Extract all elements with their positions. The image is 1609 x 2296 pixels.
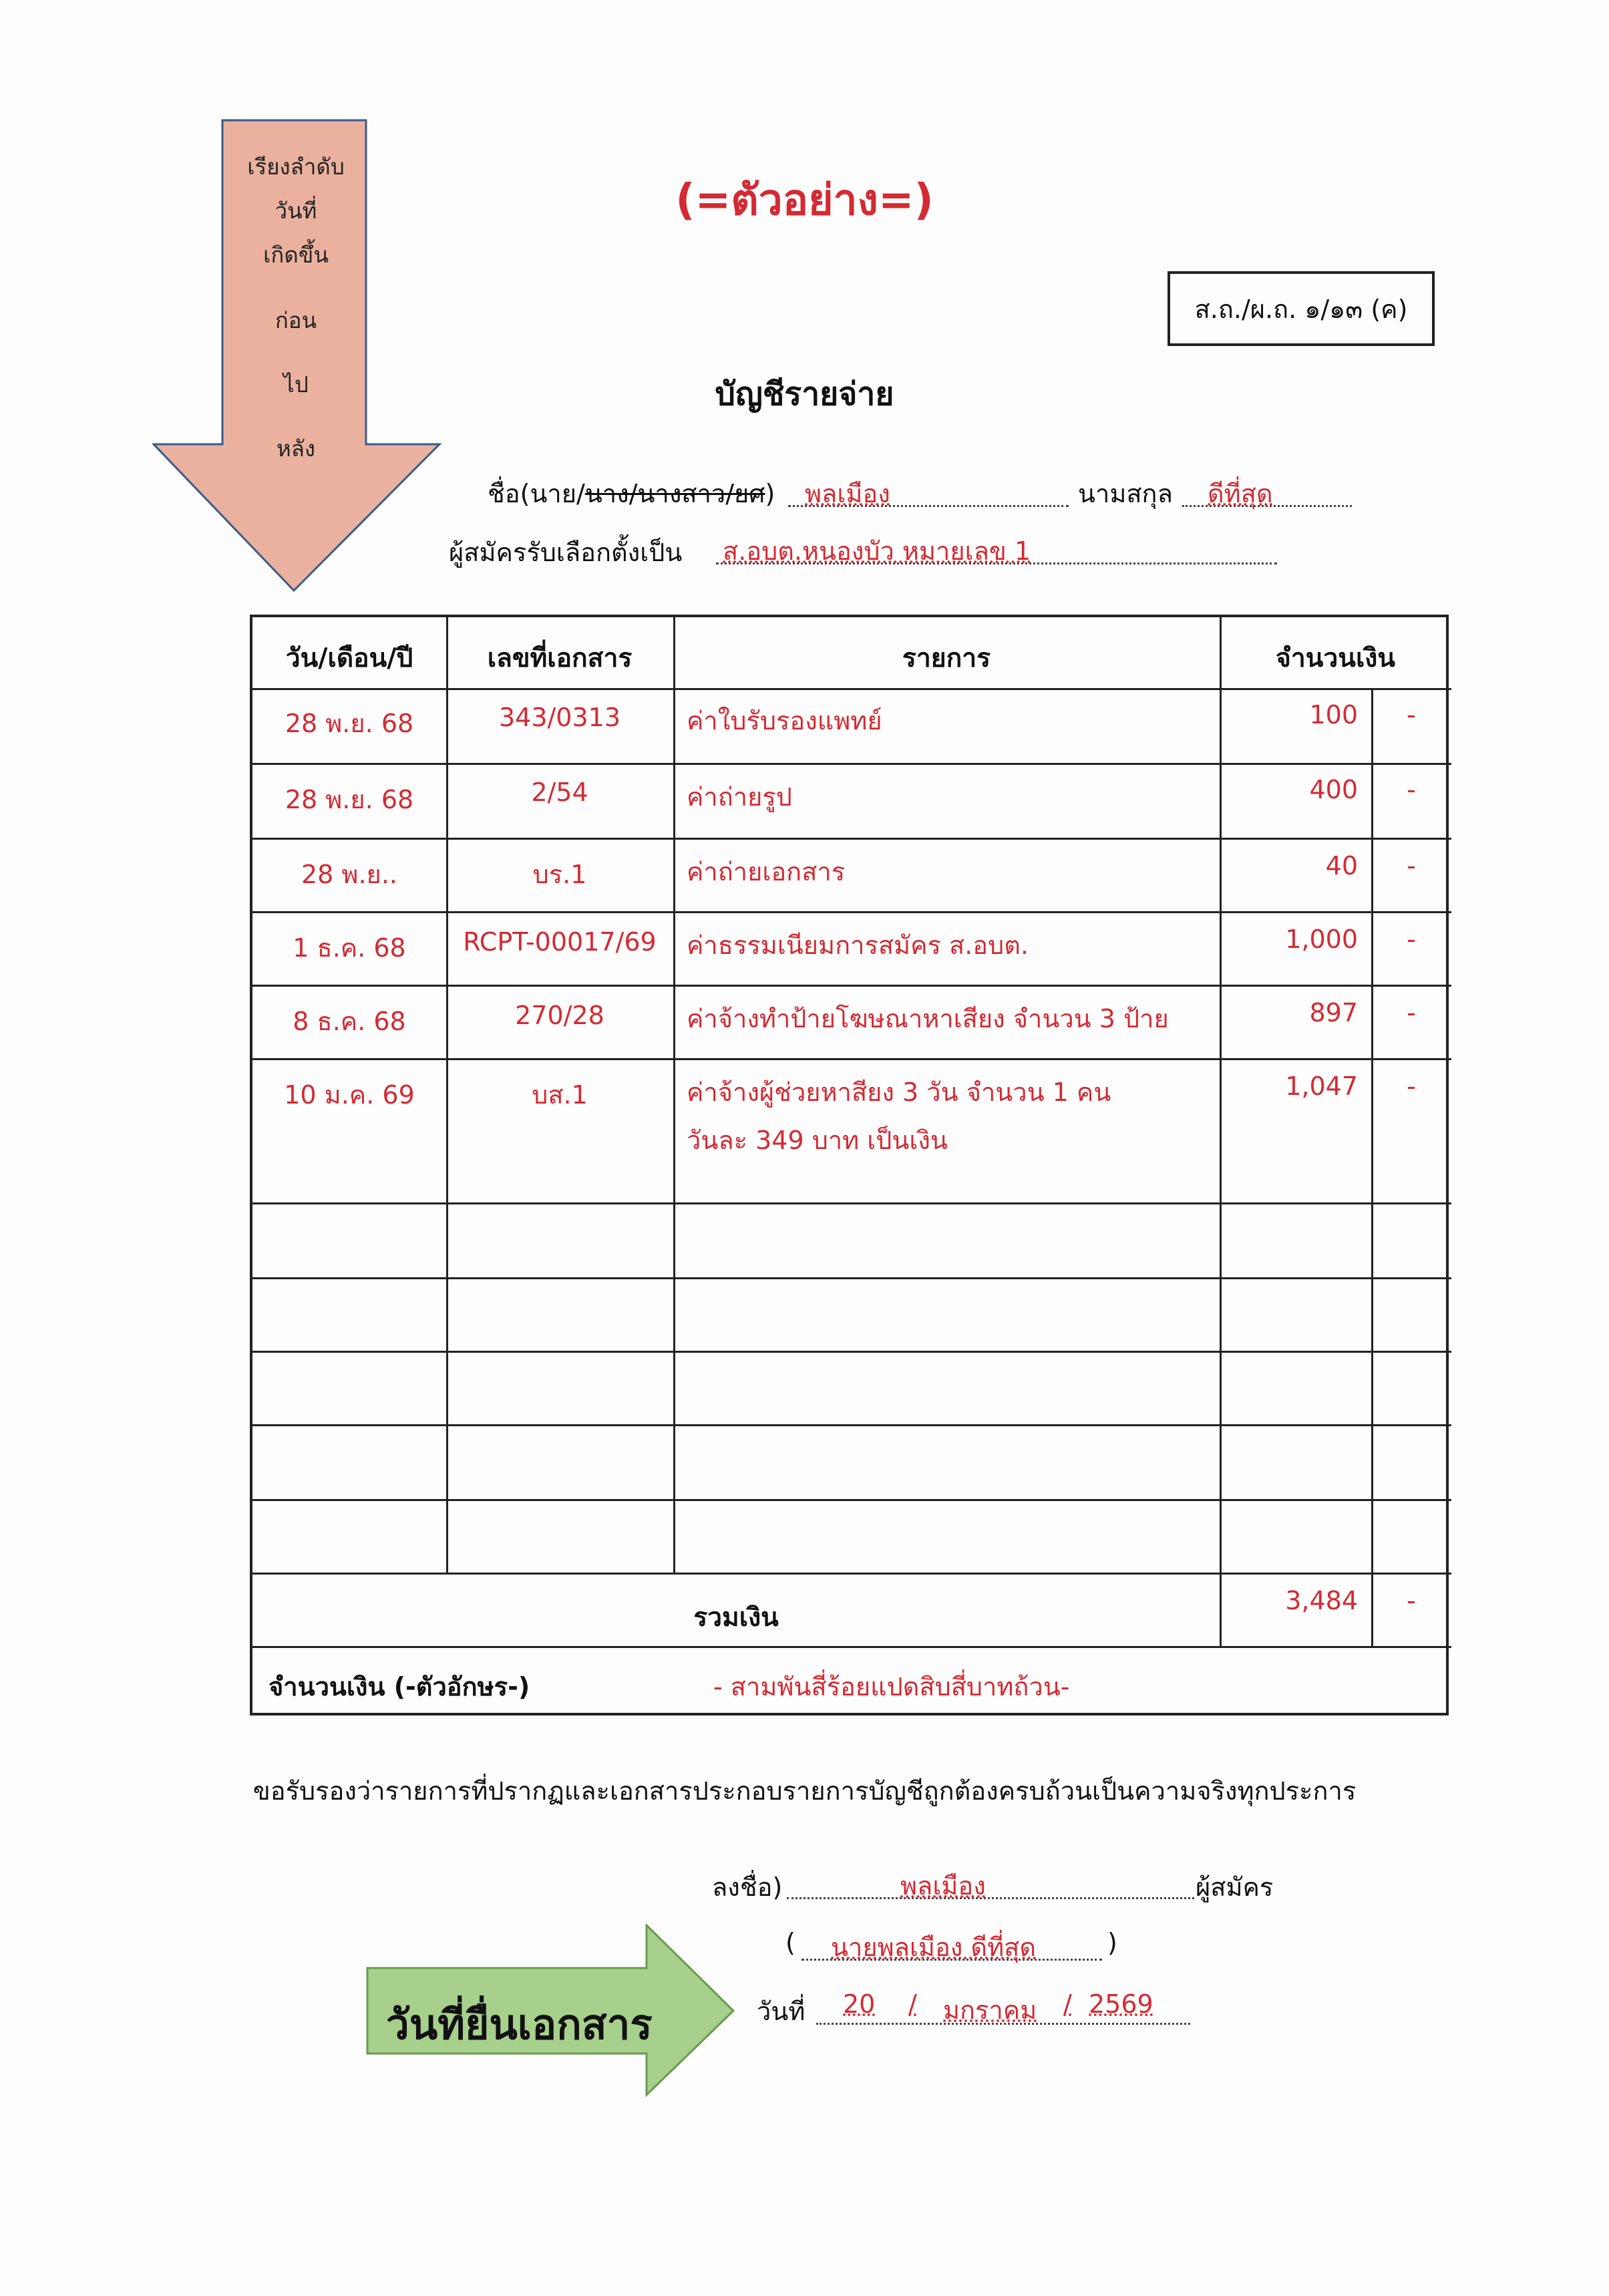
- row-item: ค่าใบรับรองแพทย์: [687, 706, 882, 735]
- row-doc-no: RCPT-00017/69: [463, 927, 657, 957]
- header-doc-no: เลขที่เอกสาร: [487, 643, 633, 673]
- row-doc-no: บส.1: [532, 1080, 588, 1110]
- total-satang: -: [1407, 1586, 1416, 1615]
- surname-label: นามสกุล: [1078, 479, 1173, 508]
- row-baht: 897: [1309, 998, 1358, 1027]
- table-row-divider: [252, 1351, 1451, 1353]
- row-doc-no: 2/54: [531, 778, 588, 807]
- signer-full-name: นายพลเมือง ดีที่สุด: [831, 1933, 1037, 1962]
- table-row-divider: [252, 1499, 1451, 1501]
- name-label-prefix: ชื่อ(นาย/: [488, 479, 585, 508]
- arrow-text-line: ไป: [283, 371, 309, 397]
- row-item: ค่าจ้างทำป้ายโฆษณาหาเสียง จำนวน 3 ป้าย: [687, 1004, 1169, 1033]
- name-label: [488, 473, 775, 514]
- open-paren: (: [785, 1928, 795, 1957]
- submit-date-annotation-arrow: [366, 1924, 740, 2098]
- header-amount: จำนวนเงิน: [1275, 643, 1395, 673]
- total-label: รวมเงิน: [693, 1603, 779, 1633]
- table-column-divider: [1220, 617, 1222, 1646]
- table-column-divider: [1371, 688, 1373, 1646]
- row-baht: 1,000: [1285, 925, 1358, 954]
- arrow-text-line: วันที่: [275, 198, 317, 224]
- signer-role: ผู้สมัคร: [1196, 1872, 1274, 1902]
- row-satang: -: [1407, 775, 1416, 804]
- row-item: ค่าถ่ายเอกสาร: [687, 857, 846, 886]
- row-date: 28 พ.ย. 68: [285, 709, 414, 738]
- amount-words-value: - สามพันสี่ร้อยแปดสิบสี่บาทถ้วน-: [713, 1672, 1070, 1701]
- row-doc-no: บร.1: [532, 860, 587, 889]
- table-row-divider: [252, 838, 1451, 840]
- date-year: 2569: [1089, 1989, 1153, 2019]
- row-item: ค่าจ้างผู้ช่วยหาสียง 3 วัน จำนวน 1 คน: [687, 1078, 1111, 1107]
- expense-table: [250, 615, 1449, 1715]
- row-baht: 1,047: [1285, 1072, 1358, 1101]
- row-date: 1 ธ.ค. 68: [293, 933, 406, 963]
- row-baht: 100: [1309, 700, 1358, 729]
- candidacy-value: ส.อบต.หนองบัว หมายเลข 1: [723, 536, 1031, 566]
- row-item-line2: วันละ 349 บาท เป็นเงิน: [687, 1126, 948, 1155]
- header-date: วัน/เดือน/ปี: [285, 643, 413, 673]
- table-column-divider: [673, 617, 675, 1573]
- row-satang: -: [1407, 700, 1416, 729]
- row-date: 10 ม.ค. 69: [284, 1080, 415, 1110]
- date-sep: /: [1063, 1989, 1072, 2019]
- row-satang: -: [1407, 998, 1416, 1027]
- table-row-divider: [252, 911, 1451, 913]
- form-code-box: ส.ถ./ผ.ถ. ๑/๑๓ (ค): [1168, 271, 1435, 346]
- row-doc-no: 270/28: [515, 1001, 604, 1030]
- first-name-value: พลเมือง: [805, 479, 890, 508]
- row-satang: -: [1407, 1072, 1416, 1101]
- name-label-suffix: ): [765, 479, 775, 508]
- row-baht: 40: [1325, 851, 1358, 880]
- sign-label: ลงชื่อ): [712, 1872, 783, 1902]
- name-label-struck: นาง/นางสาว/ยศ: [584, 479, 765, 508]
- arrow-text-line: หลัง: [276, 436, 316, 462]
- close-paren: ): [1107, 1928, 1117, 1957]
- row-satang: -: [1407, 925, 1416, 954]
- table-row-divider: [252, 985, 1451, 987]
- table-row-divider: [252, 1573, 1451, 1575]
- row-date: 8 ธ.ค. 68: [293, 1007, 406, 1036]
- row-doc-no: 343/0313: [498, 703, 621, 732]
- table-row-divider: [252, 763, 1451, 765]
- submit-date-label: วันที่ยื่นเอกสาร: [386, 2000, 653, 2049]
- candidacy-label: ผู้สมัครรับเลือกตั้งเป็น: [449, 538, 683, 567]
- arrow-text-line: ก่อน: [275, 307, 317, 333]
- table-row-divider: [252, 1277, 1451, 1279]
- signature-dotted-line: [787, 1897, 1194, 1899]
- certification-text: ขอรับรองว่ารายการที่ปรากฏและเอกสารประกอบรายการบัญชีถูกต้องครบถ้วนเป็นความจริงทุกประการ: [252, 1776, 1357, 1806]
- row-baht: 400: [1309, 775, 1358, 804]
- row-date: 28 พ.ย. 68: [285, 785, 414, 814]
- signer-name: พลเมือง: [900, 1871, 986, 1901]
- row-item: ค่าถ่ายรูป: [687, 782, 792, 812]
- row-satang: -: [1407, 851, 1416, 880]
- document-title: บัญชีรายจ่าย: [715, 375, 894, 413]
- table-row-divider: [252, 1424, 1451, 1426]
- table-row-divider: [252, 1202, 1451, 1204]
- total-baht: 3,484: [1285, 1586, 1358, 1615]
- date-label: วันที่: [757, 1997, 806, 2026]
- table-row-divider: [252, 1058, 1451, 1060]
- date-sep: /: [908, 1989, 917, 2019]
- arrow-text-line: เรียงลำดับ: [247, 154, 345, 180]
- date-month: มกราคม: [943, 1995, 1037, 2025]
- table-row-divider: [252, 1646, 1451, 1648]
- row-item: ค่าธรรมเนียมการสมัคร ส.อบต.: [687, 931, 1029, 960]
- header-item: รายการ: [902, 643, 991, 673]
- table-row-divider: [252, 688, 1451, 690]
- date-day: 20: [843, 1989, 876, 2019]
- sample-title: (=ตัวอย่าง=): [675, 176, 934, 225]
- row-date: 28 พ.ย..: [301, 860, 397, 889]
- arrow-text-line: เกิดขึ้น: [263, 242, 329, 268]
- surname-value: ดีที่สุด: [1208, 479, 1273, 508]
- amount-words-label: จำนวนเงิน (-ตัวอักษร-): [269, 1672, 530, 1701]
